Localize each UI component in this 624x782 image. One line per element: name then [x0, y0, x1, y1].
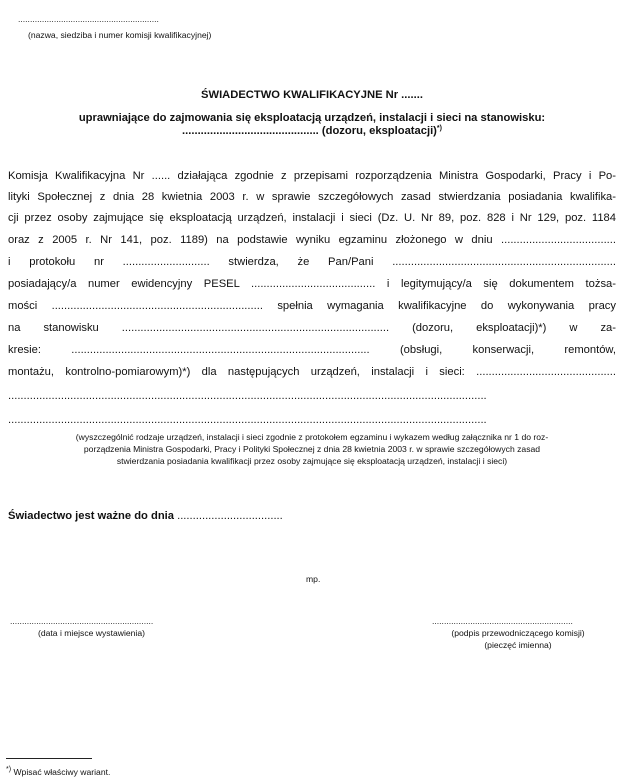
subtitle-line-2 — [0, 125, 624, 137]
body-line-4: oraz z 2005 r. Nr 141, poz. 1189) na podstawie wyniku egzaminu złożonego w dniu ..................................... — [8, 234, 616, 246]
body-line-10: montażu, kontrolno-pomiarowym)*) dla następujących urządzeń, instalacji i sieci: ............................................. — [8, 366, 616, 378]
footnote — [6, 766, 110, 777]
certificate-title: ŚWIADECTWO KWALIFIKACYJNE Nr ....... — [201, 89, 423, 101]
validity-label: Świadectwo jest ważne do dnia — [8, 510, 174, 522]
validity-dots: .................................. — [173, 510, 283, 522]
subtitle-footnote-marker: *) — [436, 125, 442, 132]
body-line-7: mości .................................................................... spełnia wymagania kwalifikacyjne do wykonywania pracy — [8, 300, 616, 312]
note-line-2: porządzenia Ministra Gospodarki, Pracy i Polityki Społecznej z dnia 28 kwietnia 2003 r. w sprawie szczegółowych zasad — [83, 444, 541, 454]
header-dots: ........................................................... — [18, 14, 159, 24]
body-line-6: posiadający/a numer ewidencyjny PESEL ........................................ i legitymujący/a się dokumentem tożsa- — [8, 278, 616, 290]
right-signature-caption-2: (pieczęć imienna) — [484, 640, 552, 650]
footnote-separator — [6, 758, 92, 759]
body-line-8: na stanowisku ...................................................................................... (dozoru, eksploatacji)*) w za- — [8, 322, 616, 334]
note-line-1: (wyszczególnić rodzaje urządzeń, instalacji i sieci zgodnie z protokołem egzaminu i wykazem według załącznika nr 1 do roz- — [75, 432, 549, 442]
body-line-2: lityki Społecznej z dnia 28 kwietnia 2003 r. w sprawie szczegółowych zasad stwierdzania posiadania kwalifika- — [8, 191, 616, 203]
note-line-3: stwierdzania posiadania kwalifikacji przez osoby zajmujące się eksploatacją urządzeń, instalacji i sieci) — [116, 456, 508, 466]
header-caption: (nazwa, siedziba i numer komisji kwalifikacyjnej) — [28, 30, 212, 40]
dots-line-1: .......................................................................................................................................................... — [8, 390, 487, 402]
body-line-1: Komisja Kwalifikacyjna Nr ...... działająca zgodnie z przepisami rozporządzenia Ministra Gospodarki, Pracy i Po- — [8, 170, 616, 182]
body-line-9: kresie: ................................................................................................ (obsługi, konserwacji, remontów, — [8, 344, 616, 356]
right-signature-caption-1: (podpis przewodniczącego komisji) — [451, 628, 585, 638]
left-signature-caption: (data i miejsce wystawienia) — [38, 628, 145, 638]
footnote-text: Wpisać właściwy wariant. — [11, 767, 111, 777]
dots-line-2: .......................................................................................................................................................... — [8, 414, 487, 426]
footnote-marker: *) — [6, 766, 12, 773]
right-signature-dots: ........................................................... — [432, 616, 573, 626]
subtitle-line-2-text: ............................................ (dozoru, eksploatacji) — [182, 125, 437, 137]
validity-row — [8, 510, 283, 522]
body-line-3: cji przez osoby zajmujące się eksploatacją urządzeń, instalacji i sieci (Dz. U. Nr 89, poz. 828 i Nr 129, poz. 1184 — [8, 212, 616, 224]
body-line-5: i protokołu nr ............................ stwierdza, że Pan/Pani ........................................................................ — [8, 256, 616, 268]
stamp-mark: mp. — [306, 574, 321, 584]
subtitle-line-1: uprawniające do zajmowania się eksploatacją urządzeń, instalacji i sieci na stanowisku: — [78, 112, 546, 124]
left-signature-dots: ............................................................ — [10, 616, 154, 626]
